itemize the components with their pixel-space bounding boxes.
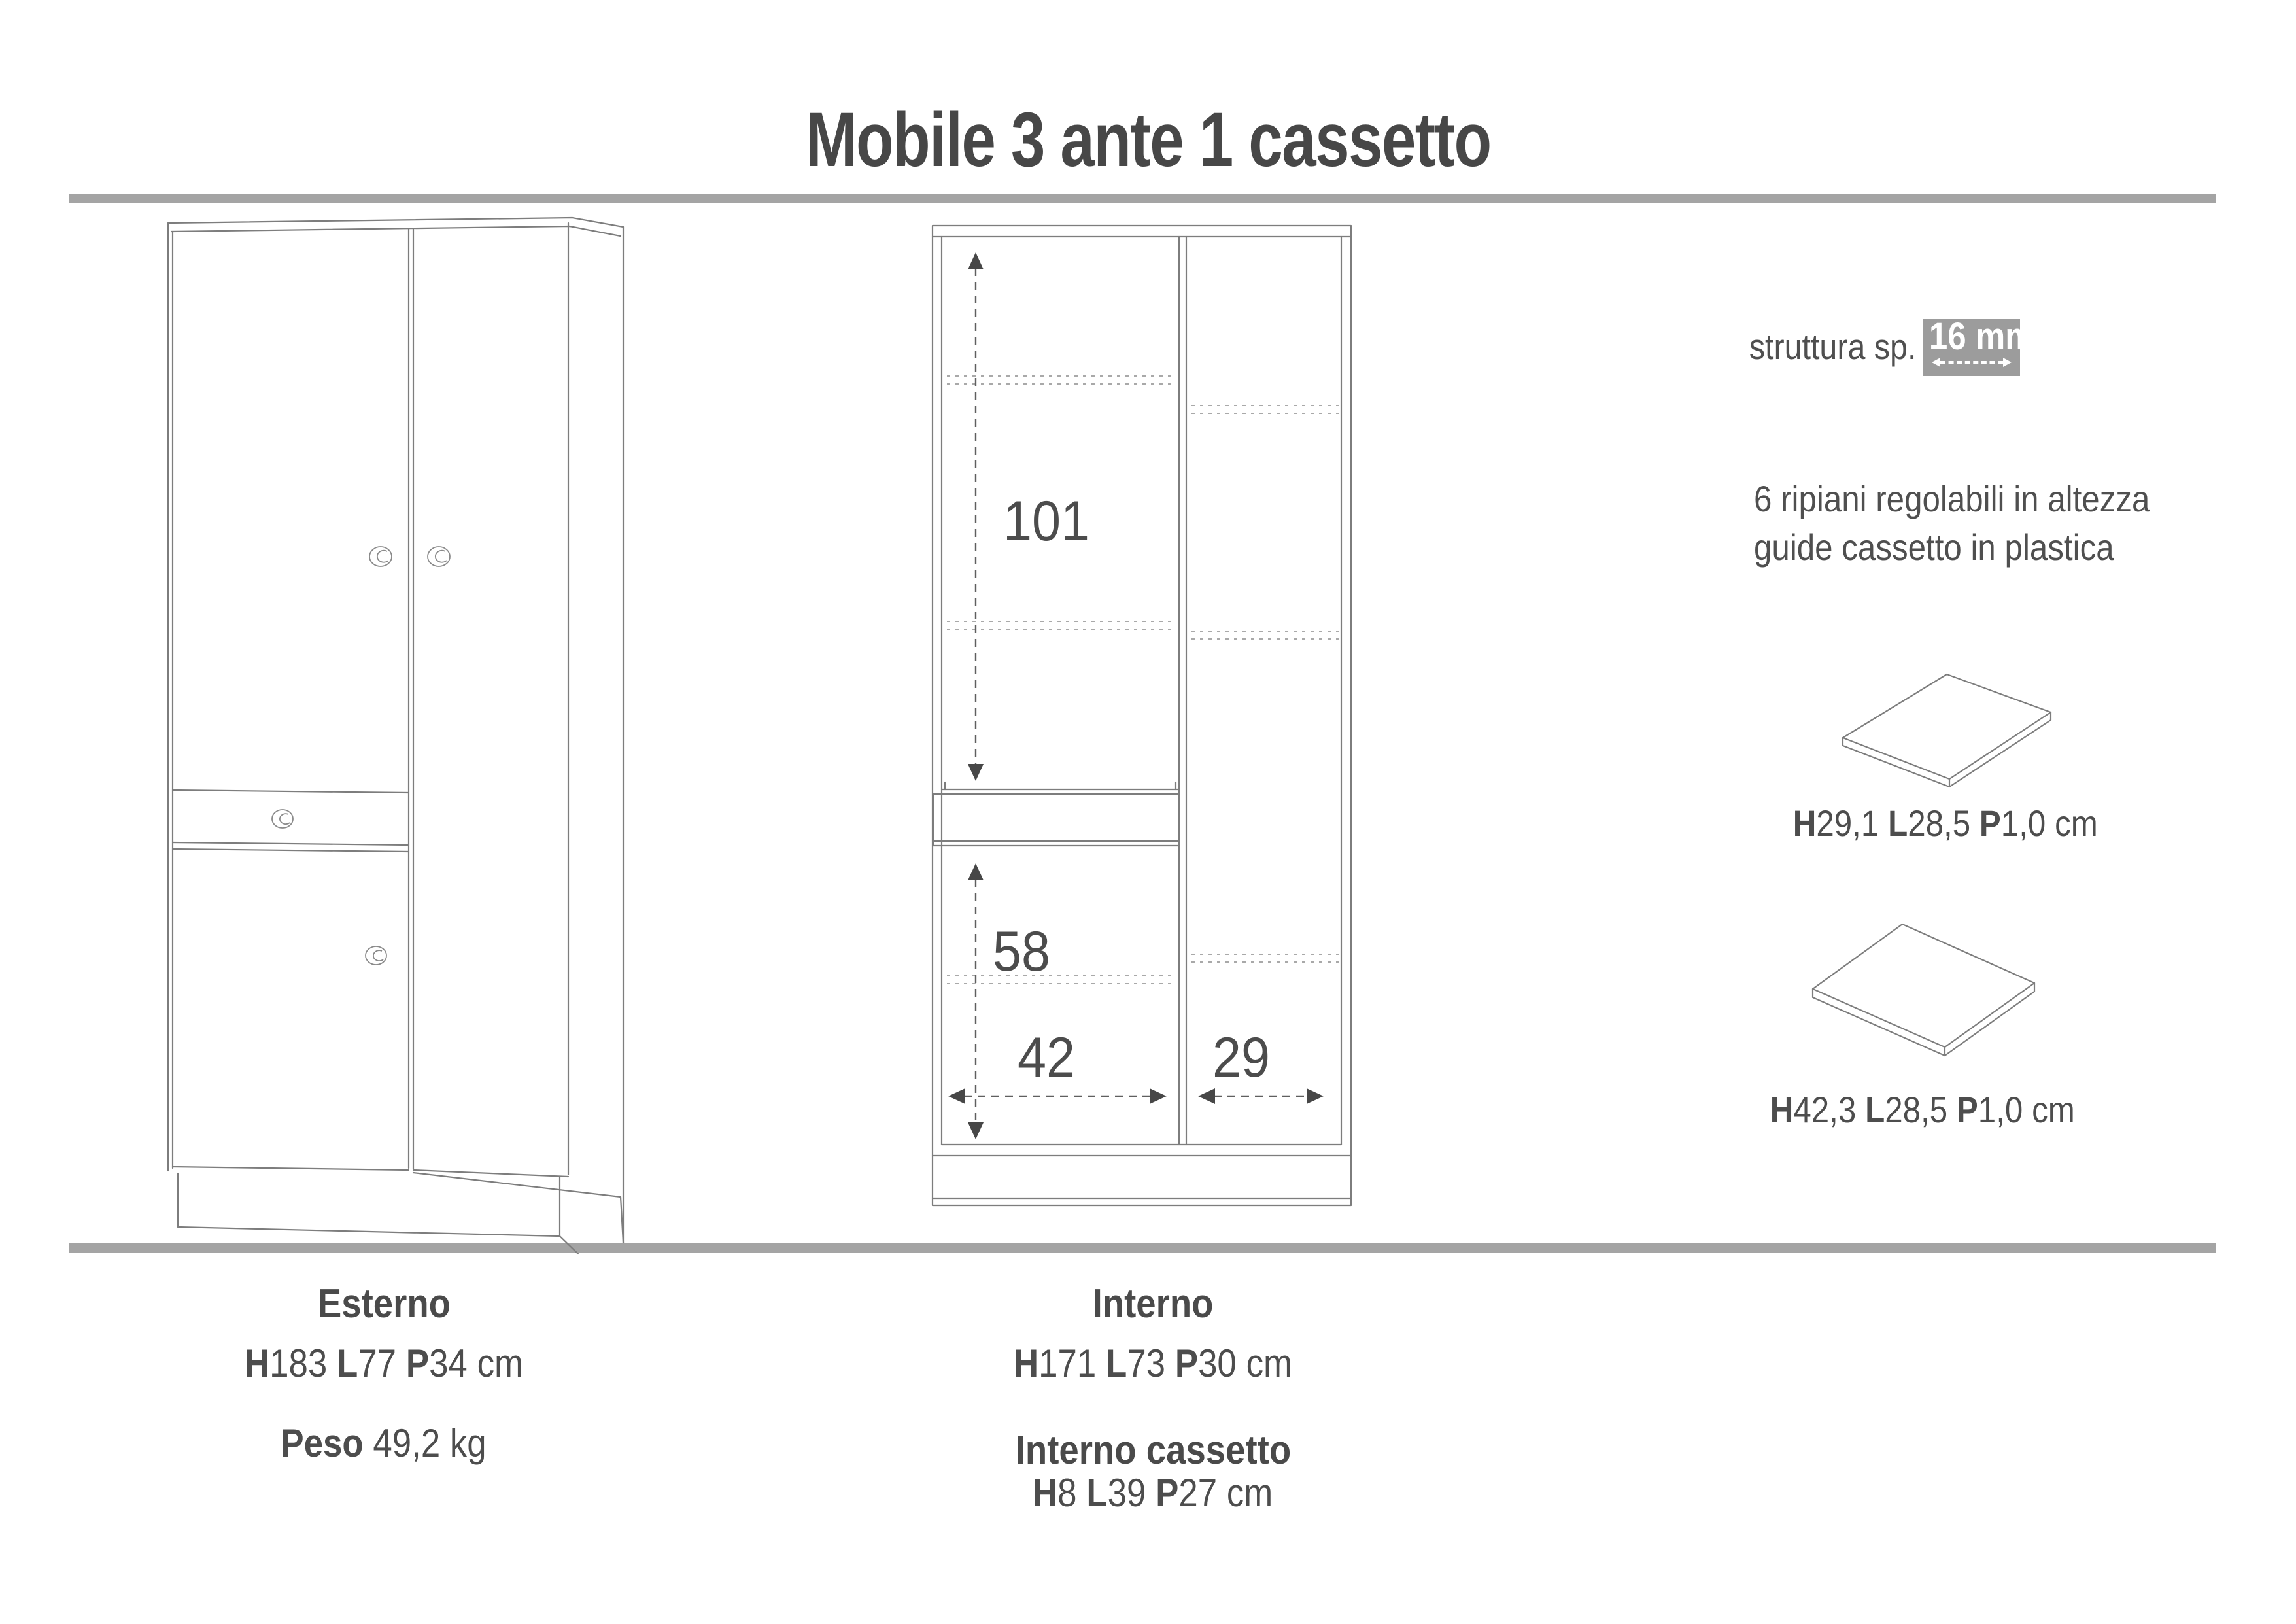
esterno-dimensions: H183 L77 P34 cm (245, 1341, 523, 1385)
thickness-badge (1923, 315, 2035, 376)
dim-lower-interior-height: 58 (992, 920, 1051, 983)
esterno-title: Esterno (317, 1281, 451, 1326)
shelf-small-dimensions: H29,1 L28,5 P1,0 cm (1792, 803, 2099, 844)
interno-title: Interno (1092, 1281, 1214, 1326)
dimension-arrows (948, 252, 1324, 1139)
features-note (1754, 475, 2204, 572)
dim-lower-interior-width: 42 (1017, 1026, 1076, 1089)
shelf-panel-large-drawing (1813, 924, 2034, 1056)
shelf-panel-small-drawing (1843, 674, 2051, 787)
thickness-value: 16 mm (1928, 315, 2035, 358)
door-knob-icons (272, 547, 450, 965)
shelf-large-dimensions: H42,3 L28,5 P1,0 cm (1770, 1089, 2076, 1130)
thickness-arrow-icon (1932, 358, 2012, 367)
page-title: Mobile 3 ante 1 cassetto (805, 97, 1491, 183)
features-line-1: 6 ripiani regolabili in altezza (1754, 478, 2150, 519)
structure-thickness-label: struttura sp. (1749, 326, 1916, 367)
adjustable-shelf-dashed-lines (947, 376, 1339, 984)
interno-cassetto-title: Interno cassetto (1015, 1428, 1291, 1473)
features-line-2: guide cassetto in plastica (1754, 527, 2114, 568)
interno-dimensions: H171 L73 P30 cm (1014, 1341, 1292, 1385)
dim-right-interior-width: 29 (1212, 1026, 1271, 1089)
interno-cassetto-dimensions: H8 L39 P27 cm (1033, 1471, 1273, 1515)
esterno-weight: Peso 49,2 kg (281, 1421, 487, 1465)
cabinet-perspective-drawing (168, 218, 623, 1254)
dim-upper-interior-height: 101 (1002, 490, 1090, 553)
